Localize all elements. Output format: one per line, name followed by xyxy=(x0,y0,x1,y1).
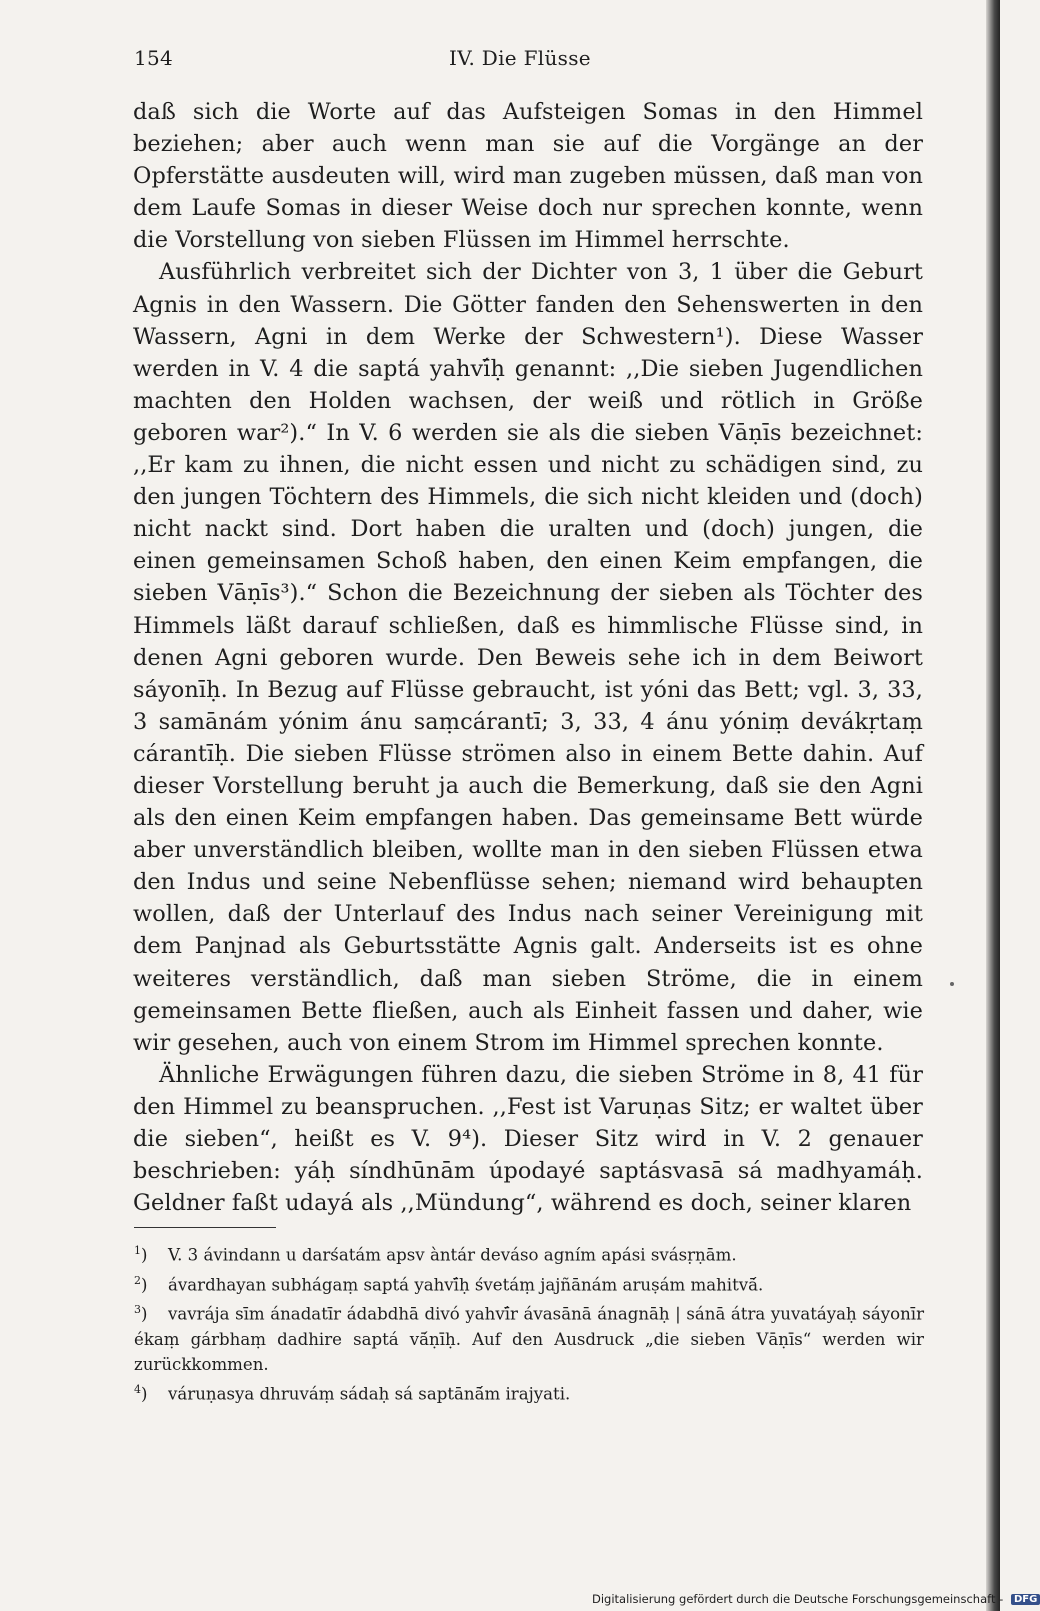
footnote-text: váruṇasya dhruváṃ sádaḥ sá saptānā́m irajyati. xyxy=(168,1384,571,1404)
scan-speck xyxy=(950,982,954,986)
paragraph-1: daß sich die Worte auf das Aufsteigen Somas in den Himmel beziehen; aber auch wenn man sie auf die Vorgänge an der Opferstätte ausdeuten will, wird man zugeben müssen, daß man von dem Laufe Somas in dieser Weise doch nur sprechen konnte, wenn die Vorstellung von sieben Flüssen im Himmel herrschte. xyxy=(133,99,923,254)
dfg-logo-icon: DFG xyxy=(1011,1594,1040,1605)
footnote-3 xyxy=(134,1297,924,1377)
footnote-marker: $^1$) xyxy=(134,1244,148,1265)
footnote-marker: $^4$) xyxy=(134,1382,148,1404)
paragraph-2: Ausführlich verbreitet sich der Dichter von 3, 1 über die Geburt Agnis in den Wassern. Die Götter fanden den Sehenswerten in den Wassern, Agni in dem Werke der Schwestern¹). Diese Wasser werden in V. 4 die saptá yahvī́ḥ genannt: ,,Die sieben Jugendlichen machten den Holden wachsen, der weiß und rötlich in Größe geboren war²).“ In V. 6 werden sie als die sieben Vāṇīs bezeichnet: ,,Er kam zu ihnen, die nicht essen und nicht zu schädigen sind, zu den jungen Töchtern des Himmels, die sich nicht kleiden und (doch) nicht nackt sind. Dort haben die uralten und (doch) jungen, die einen gemeinsamen Schoß haben, den einen Keim empfangen, die sieben Vāṇīs³).“ Schon die Bezeichnung der sieben als Töchter des Himmels läßt darauf schließen, daß es himmlische Flüsse sind, in denen Agni geboren wurde. Den Beweis sehe ich in dem Beiwort sáyonīḥ. In Bezug auf Flüsse gebraucht, ist yóni das Bett; vgl. 3, 33, 3 samānám yónim ánu saṃcárantī; 3, 33, 4 ánu yóniṃ devákṛtaṃ cárantīḥ. Die sieben Flüsse strömen also in einem Bette dahin. Auf dieser Vorstellung beruht ja auch die Bemerkung, daß sie den Agni als den einen Keim empfangen haben. Das gemeinsame Bett würde aber unverständlich bleiben, wollte man in den sieben Flüssen etwa den Indus und seine Nebenflüsse sehen; niemand wird behaupten wollen, daß der Unterlauf des Indus nach seiner Vereinigung mit dem Panjnad als Geburtsstätte Agnis galt. Anderseits ist es ohne weiteres verständlich, daß man sieben Ströme, die in einem gemeinsamen Bette fließen, auch als Einheit fassen und daher, wie wir gesehen, auch von einem Strom im Himmel sprechen konnte. xyxy=(133,259,923,1056)
footnote-text: V. 3 ávindann u darśatám apsv àntár deváso agním apási svásṛṇām. xyxy=(168,1245,737,1265)
digitization-footer: Digitalisierung gefördert durch die Deutsche Forschungsgemeinschaft - DFG xyxy=(592,1592,982,1608)
paragraph-3: Ähnliche Erwägungen führen dazu, die sieben Ströme in 8, 41 für den Himmel zu beanspruchen. ,,Fest ist Varuṇas Sitz; er waltet über die sieben“, heißt es V. 9⁴). Dieser Sitz wird in V. 2 genauer beschrieben: yáḥ síndhūnām úpodayé saptásvasā sá madhyamáḥ. Geldner faßt udayá als ,,Mündung“, während es doch, seiner klaren xyxy=(133,1061,923,1217)
footnote-text: vavrája sīm ánadatīr ádabdhā divó yahvī́r ávasānā ánagnāḥ | sánā átra yuvatáyaḥ sáyonīr ékaṃ gárbhaṃ dadhire saptá vā́ṇīḥ. Auf den Ausdruck „die sieben Vāṇīs“ werden wir zurückkommen. xyxy=(134,1304,924,1374)
page-header xyxy=(134,46,924,76)
scan-edge-shadow xyxy=(986,0,1000,1611)
footnote-rule xyxy=(134,1227,276,1228)
footnote-text: ávardhayan subhágaṃ saptá yahvī́ḥ śvetáṃ jajñānám aruṣám mahitvā́. xyxy=(168,1275,764,1295)
running-title: IV. Die Flüsse xyxy=(449,46,591,70)
footnote-2 xyxy=(134,1268,924,1298)
footnote-marker: $^2$) xyxy=(134,1273,148,1295)
footnote-1 xyxy=(134,1238,924,1268)
digitization-credit: Digitalisierung gefördert durch die Deutsche Forschungsgemeinschaft xyxy=(592,1592,996,1606)
body-text xyxy=(133,96,923,1219)
footnote-marker: $^3$) xyxy=(134,1303,148,1324)
page-number: 154 xyxy=(134,46,174,70)
footnotes xyxy=(134,1238,924,1406)
footnote-4 xyxy=(134,1377,924,1407)
